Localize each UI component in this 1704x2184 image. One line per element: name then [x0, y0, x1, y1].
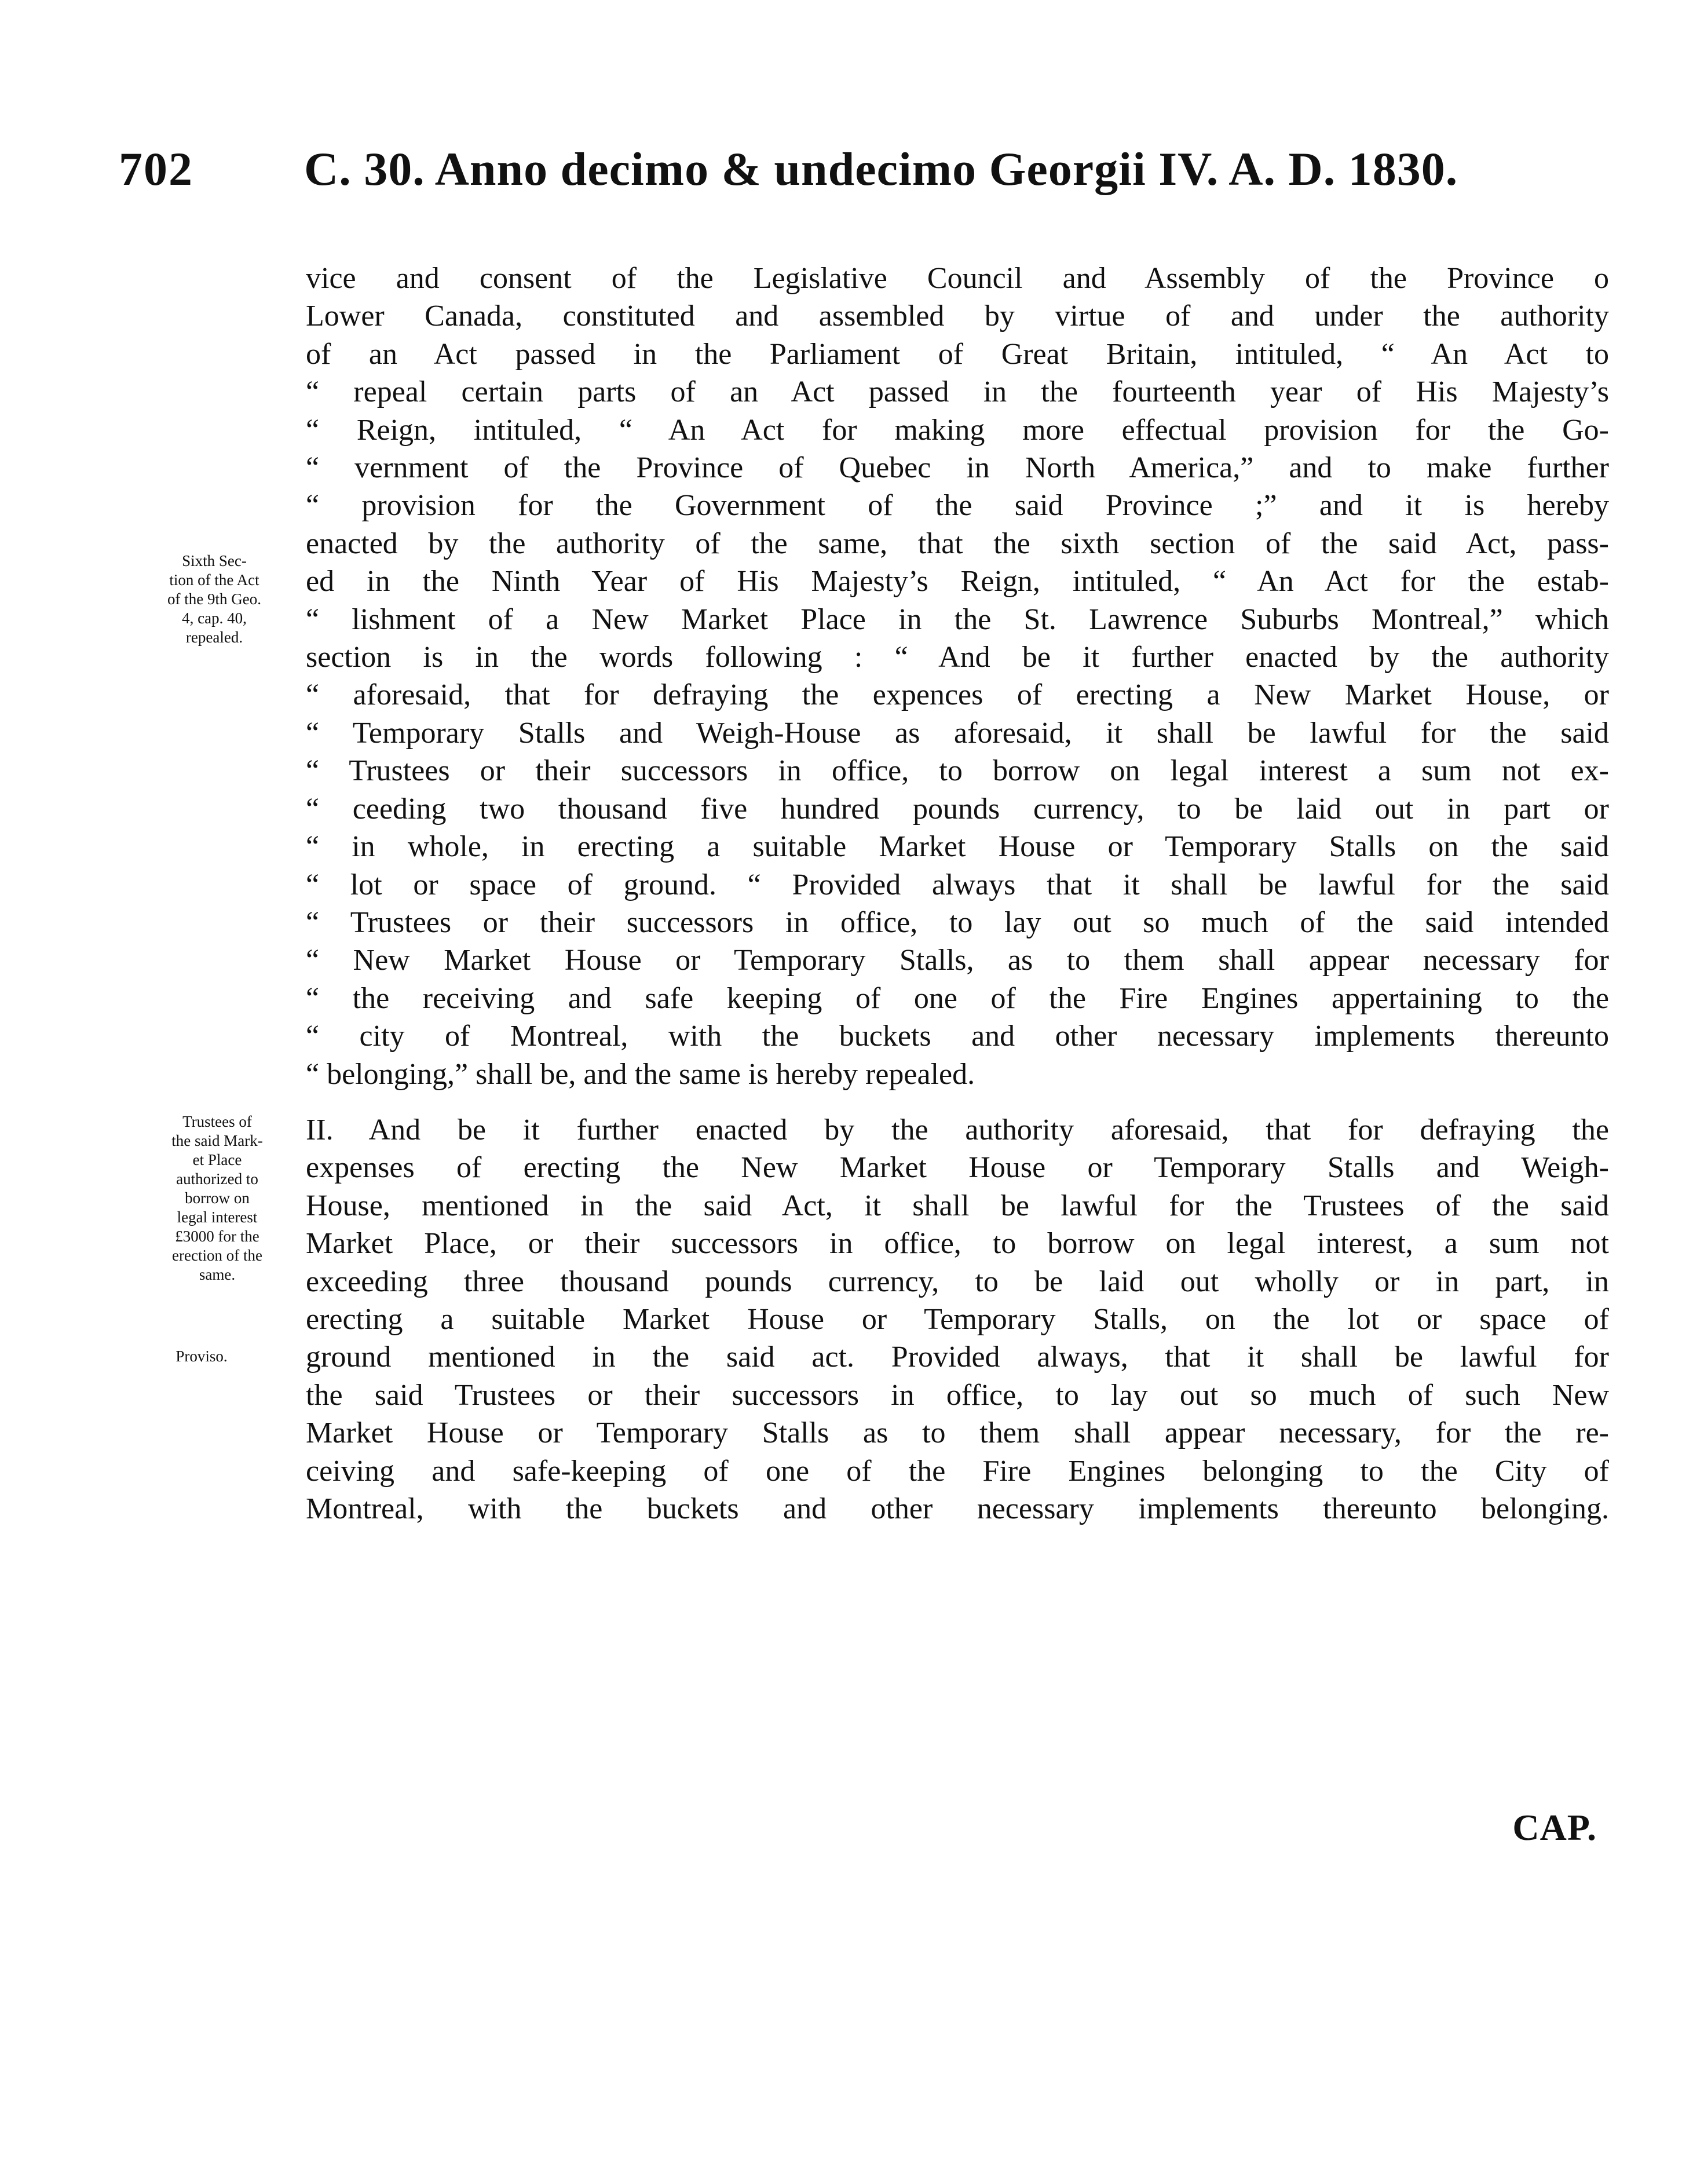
text-line: exceeding three thousand pounds currency, to be laid out wholly or in part, in — [306, 1265, 1609, 1298]
margin-note-line: tion of the Act — [169, 571, 259, 589]
margin-note-line: of the 9th Geo. — [167, 590, 261, 608]
text-line: “ repeal certain parts of an Act passed in the fourteenth year of His Majesty’s — [306, 375, 1609, 409]
margin-note-line: Trustees of — [182, 1113, 252, 1130]
text-line: House, mentioned in the said Act, it shall be lawful for the Trustees of the said — [306, 1189, 1609, 1222]
text-line: “ belonging,” shall be, and the same is hereby repealed. — [306, 1057, 975, 1091]
running-title: C. 30. Anno decimo & undecimo Georgii IV. A. D. 1830. — [304, 143, 1458, 195]
margin-note-trustees-authorized — [145, 1112, 290, 1284]
margin-note-line: borrow on — [185, 1189, 250, 1207]
catchword: CAP. — [1512, 1807, 1597, 1848]
text-line: ceiving and safe-keeping of one of the Fire Engines belonging to the City of — [306, 1454, 1609, 1488]
text-line: “ in whole, in erecting a suitable Market House or Temporary Stalls on the said — [306, 830, 1609, 864]
text-line: vice and consent of the Legislative Council and Assembly of the Province o — [306, 262, 1609, 295]
margin-note-line: £3000 for the — [175, 1228, 259, 1245]
text-line: “ aforesaid, that for defraying the expences of erecting a New Market House, or — [306, 678, 1609, 712]
text-line: “ vernment of the Province of Quebec in North America,” and to make further — [306, 451, 1609, 485]
text-line: ground mentioned in the said act. Provided always, that it shall be lawful for — [306, 1341, 1609, 1374]
text-line: Market Place, or their successors in office, to borrow on legal interest, a sum not — [306, 1227, 1609, 1261]
margin-note-line: et Place — [192, 1151, 242, 1168]
text-line: the said Trustees or their successors in office, to lay out so much of such New — [306, 1378, 1609, 1412]
paragraph-section-ii — [306, 1111, 1609, 1528]
text-line: “ Trustees or their successors in office, to lay out so much of the said intended — [306, 905, 1609, 939]
margin-note-line: Sixth Sec- — [182, 552, 247, 569]
text-line: “ lishment of a New Market Place in the St. Lawrence Suburbs Montreal,” which — [306, 602, 1609, 636]
margin-note-line: erection of the — [172, 1247, 262, 1264]
text-line: “ Temporary Stalls and Weigh-House as aforesaid, it shall be lawful for the said — [306, 716, 1609, 750]
text-line: “ New Market House or Temporary Stalls, as to them shall appear necessary for — [306, 944, 1609, 977]
margin-note-line: the said Mark- — [171, 1132, 263, 1149]
text-line: enacted by the authority of the same, that the sixth section of the said Act, pass- — [306, 527, 1609, 560]
text-line: ed in the Ninth Year of His Majesty’s Reign, intituled, “ An Act for the estab- — [306, 565, 1609, 598]
text-line: II. And be it further enacted by the authority aforesaid, that for defraying the — [306, 1113, 1609, 1146]
text-line: “ ceeding two thousand five hundred pounds currency, to be laid out in part or — [306, 792, 1609, 826]
text-line: section is in the words following : “ And be it further enacted by the authority — [306, 641, 1609, 674]
text-line: Montreal, with the buckets and other necessary implements thereunto belonging. — [306, 1492, 1609, 1526]
margin-note-line: authorized to — [176, 1170, 258, 1188]
margin-note-line: 4, cap. 40, — [182, 609, 247, 627]
margin-note-proviso — [149, 1347, 254, 1366]
paragraph-repeal-section — [306, 260, 1609, 1093]
text-line: “ lot or space of ground. “ Provided always that it shall be lawful for the said — [306, 868, 1609, 901]
margin-note-sixth-section — [142, 552, 287, 647]
margin-note-line: repealed. — [185, 629, 243, 646]
running-head — [119, 142, 1607, 206]
text-line: “ the receiving and safe keeping of one of the Fire Engines appertaining to the — [306, 981, 1609, 1015]
text-line: expenses of erecting the New Market House or Temporary Stalls and Weigh- — [306, 1151, 1609, 1185]
text-line: Lower Canada, constituted and assembled by virtue of and under the authority — [306, 300, 1609, 333]
text-line: of an Act passed in the Parliament of Great Britain, intituled, “ An Act to — [306, 337, 1609, 371]
text-line: “ Reign, intituled, “ An Act for making more effectual provision for the Go- — [306, 413, 1609, 447]
text-line: “ provision for the Government of the said Province ;” and it is hereby — [306, 489, 1609, 523]
text-line: erecting a suitable Market House or Temporary Stalls, on the lot or space of — [306, 1303, 1609, 1336]
page-number: 702 — [119, 143, 193, 195]
margin-note-line: Proviso. — [175, 1347, 228, 1365]
text-line: Market House or Temporary Stalls as to them shall appear necessary, for the re- — [306, 1416, 1609, 1450]
text-line: “ city of Montreal, with the buckets and other necessary implements thereunto — [306, 1020, 1609, 1053]
margin-note-line: same. — [199, 1266, 236, 1283]
margin-note-line: legal interest — [177, 1208, 258, 1226]
text-line: “ Trustees or their successors in office, to borrow on legal interest a sum not ex- — [306, 754, 1609, 788]
